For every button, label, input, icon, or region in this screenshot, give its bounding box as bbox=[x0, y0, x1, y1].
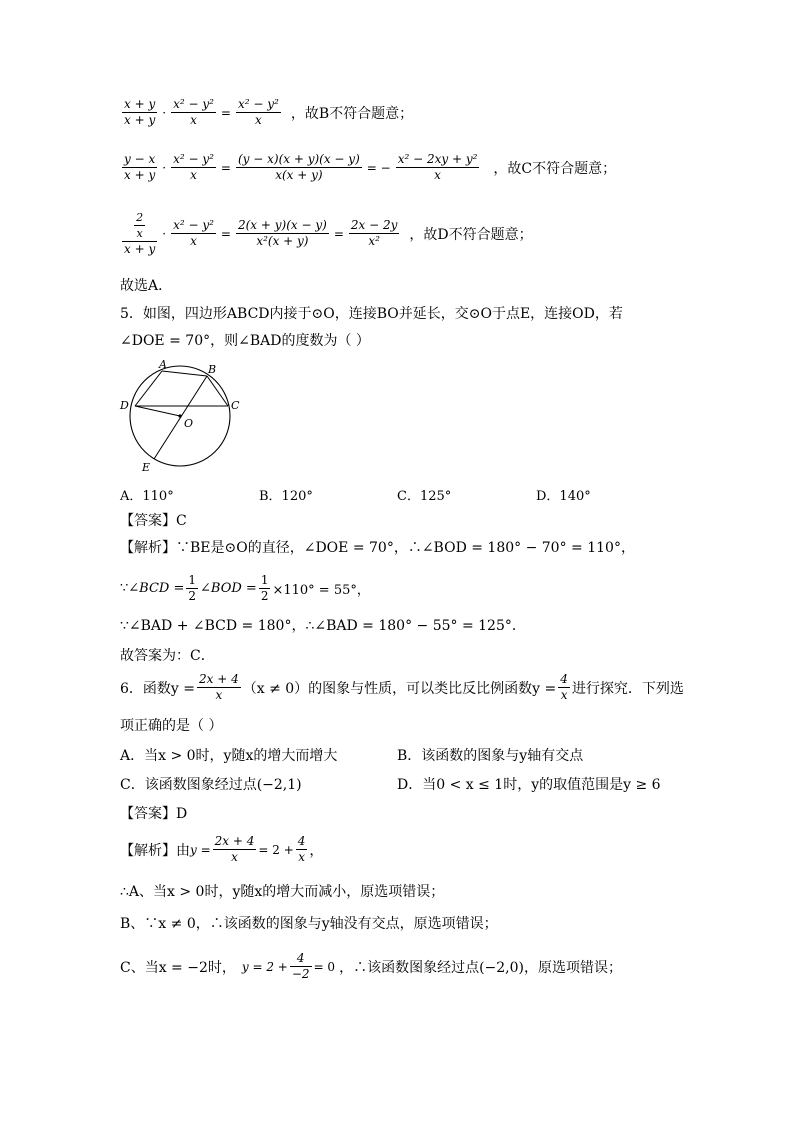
q6-analysis-line1: 【解析】由 y = $\frac{2x + 4}{x}$ = 2 + $\frac{4}{x}$ ， bbox=[120, 834, 324, 864]
circle-geometry-figure bbox=[112, 358, 248, 476]
q6-option-d: D．当0 < x ≤ 1时，y的取值范围是y ≥ 6 bbox=[397, 777, 661, 793]
q6-option-a: A．当x > 0时，y随x的增大而增大 bbox=[120, 748, 338, 764]
q6-stem-line1: 6．函数y = $\frac{2x + 4}{x}$ （x ≠ 0）的图象与性质，可以类比反比例函数y = $\frac{4}{x}$ 进行探究．下列选 bbox=[120, 672, 684, 702]
equation-b-conclusion: ，故B不符合题意； bbox=[290, 105, 414, 122]
side-ab bbox=[162, 371, 207, 376]
q5-stem-line1: 5．如图，四边形ABCD内接于⊙O，连接BO并延长，交⊙O于点E，连接OD，若 bbox=[120, 306, 623, 322]
label-b: B bbox=[208, 363, 217, 376]
segment-od bbox=[135, 406, 180, 416]
q5-option-d: D．140° bbox=[536, 489, 591, 504]
q6-answer: 【答案】D bbox=[120, 806, 188, 822]
q6-stem-part-c: 进行探究．下列选 bbox=[571, 680, 684, 697]
label-o: O bbox=[184, 417, 194, 430]
q6-stem-part-b: （x ≠ 0）的图象与性质，可以类比反比例函数y = bbox=[242, 680, 557, 697]
label-e: E bbox=[142, 461, 151, 474]
equation-b: $\frac{x + y}{x + y}$ · $\frac{\text{x² − y²}}{x}$ = $\frac{\text{x² − y²}}{x}$ ，故B不符合题意； bbox=[124, 97, 414, 127]
q5-analysis-line1: 【解析】∵BE是⊙O的直径，∠DOE = 70°，∴∠BOD = 180° − 70° = 110°， bbox=[120, 540, 635, 556]
q6-option-b: B．该函数的图象与y轴有交点 bbox=[397, 748, 584, 764]
side-da bbox=[135, 371, 162, 406]
q6-stem-part-a: 6．函数y = bbox=[120, 680, 195, 697]
q6-analysis-c-part1: C、当x = −2时， bbox=[120, 959, 236, 976]
equation-d-conclusion: ，故D不符合题意； bbox=[409, 226, 533, 243]
q6-stem-line2: 项正确的是（ ） bbox=[120, 718, 223, 734]
since-symbol: ∵ bbox=[120, 581, 129, 596]
label-d: D bbox=[120, 399, 129, 412]
side-bc bbox=[207, 376, 228, 406]
equation-c: $\frac{y - x}{x + y}$ · $\frac{\text{x² − y²}}{x}$ = $\frac{(y - x)(x + y)(x - y)}{x(x + y)}$ = − $\frac{\text{x² − 2xy + y²}}{x}$ ，故C不符合题意； bbox=[124, 152, 617, 182]
q4-final-answer: 故选A． bbox=[120, 278, 173, 294]
q5-stem-line2: ∠DOE = 70°，则∠BAD的度数为（ ） bbox=[120, 333, 370, 349]
q5-analysis-line2: ∵ ∠BCD = $\frac{1}{2}$ ∠BOD = $\frac{1}{2}$ ×110° = 55°， bbox=[120, 573, 370, 603]
q6-analysis-prefix: 【解析】由 bbox=[120, 842, 190, 859]
q6-analysis-b: B、∵x ≠ 0，∴该函数的图象与y轴没有交点，原选项错误； bbox=[120, 916, 498, 932]
q6-analysis-a: ∴A、当x > 0时，y随x的增大而减小，原选项错误； bbox=[120, 884, 445, 900]
q5-analysis-line2-tail: ×110° = 55°， bbox=[272, 583, 370, 598]
q5-final-answer: 故答案为：C． bbox=[120, 648, 215, 664]
label-c: C bbox=[231, 399, 240, 412]
q6-analysis-c: C、当x = −2时， y = 2 + $\frac{4}{-2}$ = 0 ，∴该函数图象经过点(−2,0)，原选项错误； bbox=[120, 951, 622, 981]
equation-c-conclusion: ，故C不符合题意； bbox=[493, 160, 617, 177]
q5-analysis-line3: ∵∠BAD + ∠BCD = 180°，∴∠BAD = 180° − 55° = 125°． bbox=[120, 618, 526, 634]
equation-d: $\frac{\frac{2}{x}}{x + y}$ · $\frac{\text{x² − y²}}{x}$ = $\frac{2(x + y)(x - y)}{\text{x²(x + y)}}$ = $\frac{2x - 2y}{\text{x²}}$ ，故D不符合题意； bbox=[124, 211, 533, 256]
q6-analysis-c-part2: ，∴该函数图象经过点(−2,0)，原选项错误； bbox=[339, 959, 622, 976]
q5-option-a: A．110° bbox=[120, 489, 174, 504]
q5-option-c: C．125° bbox=[397, 489, 452, 504]
center-point bbox=[178, 414, 181, 417]
q5-option-b: B．120° bbox=[259, 489, 313, 504]
label-a: A bbox=[159, 358, 167, 371]
q5-answer: 【答案】C bbox=[120, 513, 187, 529]
q6-option-c: C．该函数图象经过点(−2,1) bbox=[120, 777, 302, 793]
